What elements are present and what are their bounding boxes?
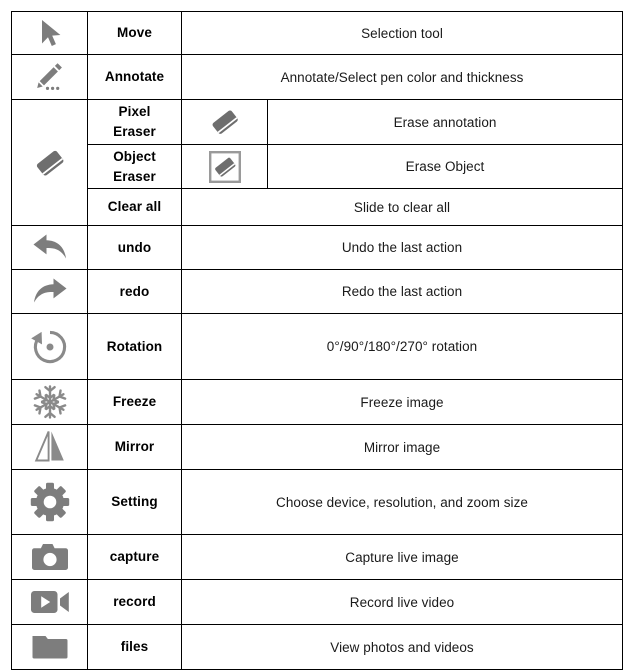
tool-description-undo: Undo the last action bbox=[182, 226, 623, 270]
tool-description-object-eraser: Erase Object bbox=[268, 145, 623, 189]
tool-label-files: files bbox=[88, 625, 182, 670]
icon-cell-record bbox=[12, 580, 88, 625]
tool-description-rotation: 0°/90°/180°/270° rotation bbox=[182, 314, 623, 380]
table-row[interactable] bbox=[12, 189, 623, 226]
tool-description-freeze: Freeze image bbox=[182, 380, 623, 425]
icon-cell-mirror bbox=[12, 425, 88, 470]
table-row[interactable] bbox=[12, 145, 623, 189]
icon-cell-files bbox=[12, 625, 88, 670]
tool-description-move: Selection tool bbox=[182, 12, 623, 55]
tool-description-pixel-eraser: Erase annotation bbox=[268, 100, 623, 145]
icon-cell-rotation bbox=[12, 314, 88, 380]
tool-label-object-eraser bbox=[88, 145, 182, 189]
tool-label-redo: redo bbox=[88, 270, 182, 314]
table-row[interactable] bbox=[12, 226, 623, 270]
tool-label-undo: undo bbox=[88, 226, 182, 270]
rotation-icon bbox=[12, 326, 87, 368]
tool-label-rotation: Rotation bbox=[88, 314, 182, 380]
tool-description-redo: Redo the last action bbox=[182, 270, 623, 314]
tool-label-capture: capture bbox=[88, 535, 182, 580]
cursor-arrow-icon bbox=[12, 17, 87, 49]
icon-cell-annotate bbox=[12, 55, 88, 100]
tool-description-mirror: Mirror image bbox=[182, 425, 623, 470]
icon-cell-freeze bbox=[12, 380, 88, 425]
table-row[interactable] bbox=[12, 470, 623, 535]
tool-reference-table bbox=[11, 11, 623, 670]
table-row[interactable] bbox=[12, 270, 623, 314]
tool-label-line1: Object bbox=[113, 148, 156, 164]
undo-arrow-icon bbox=[12, 232, 87, 264]
camera-icon bbox=[12, 541, 87, 573]
tool-label-clear-all: Clear all bbox=[88, 189, 182, 226]
snowflake-icon bbox=[12, 384, 87, 420]
icon-cell-setting bbox=[12, 470, 88, 535]
icon-cell-eraser-group bbox=[12, 100, 88, 226]
icon-cell-redo bbox=[12, 270, 88, 314]
redo-arrow-icon bbox=[12, 276, 87, 308]
gear-icon bbox=[12, 481, 87, 523]
table-row[interactable] bbox=[12, 535, 623, 580]
icon-cell-move bbox=[12, 12, 88, 55]
mirror-triangles-icon bbox=[12, 429, 87, 465]
tool-label-setting: Setting bbox=[88, 470, 182, 535]
table-row[interactable] bbox=[12, 380, 623, 425]
tool-label-pixel-eraser bbox=[88, 100, 182, 145]
tool-description-files: View photos and videos bbox=[182, 625, 623, 670]
icon-cell-pixel-eraser bbox=[182, 100, 268, 145]
tool-label-line1: Pixel bbox=[118, 104, 151, 120]
tool-label-line2: Eraser bbox=[113, 168, 156, 184]
eraser-icon bbox=[12, 143, 87, 183]
eraser-icon bbox=[182, 105, 267, 139]
icon-cell-capture bbox=[12, 535, 88, 580]
icon-cell-undo bbox=[12, 226, 88, 270]
table-row[interactable] bbox=[12, 12, 623, 55]
tool-label-freeze: Freeze bbox=[88, 380, 182, 425]
tool-description-setting: Choose device, resolution, and zoom size bbox=[182, 470, 623, 535]
tool-label-mirror: Mirror bbox=[88, 425, 182, 470]
pencil-icon bbox=[12, 60, 87, 94]
tool-description-annotate: Annotate/Select pen color and thickness bbox=[182, 55, 623, 100]
tool-label-record: record bbox=[88, 580, 182, 625]
table-row[interactable] bbox=[12, 55, 623, 100]
tool-label-move: Move bbox=[88, 12, 182, 55]
tool-description-record: Record live video bbox=[182, 580, 623, 625]
folder-icon bbox=[12, 631, 87, 663]
tool-label-annotate: Annotate bbox=[88, 55, 182, 100]
tool-description-clear-all: Slide to clear all bbox=[182, 189, 623, 226]
table-row[interactable] bbox=[12, 425, 623, 470]
video-camera-icon bbox=[12, 587, 87, 617]
tool-label-line2: Eraser bbox=[113, 124, 156, 139]
table-row[interactable] bbox=[12, 625, 623, 670]
table-row[interactable] bbox=[12, 580, 623, 625]
icon-cell-object-eraser bbox=[182, 145, 268, 189]
table-row[interactable] bbox=[12, 314, 623, 380]
table-row[interactable] bbox=[12, 100, 623, 145]
eraser-in-square-icon bbox=[182, 149, 267, 185]
tool-description-capture: Capture live image bbox=[182, 535, 623, 580]
